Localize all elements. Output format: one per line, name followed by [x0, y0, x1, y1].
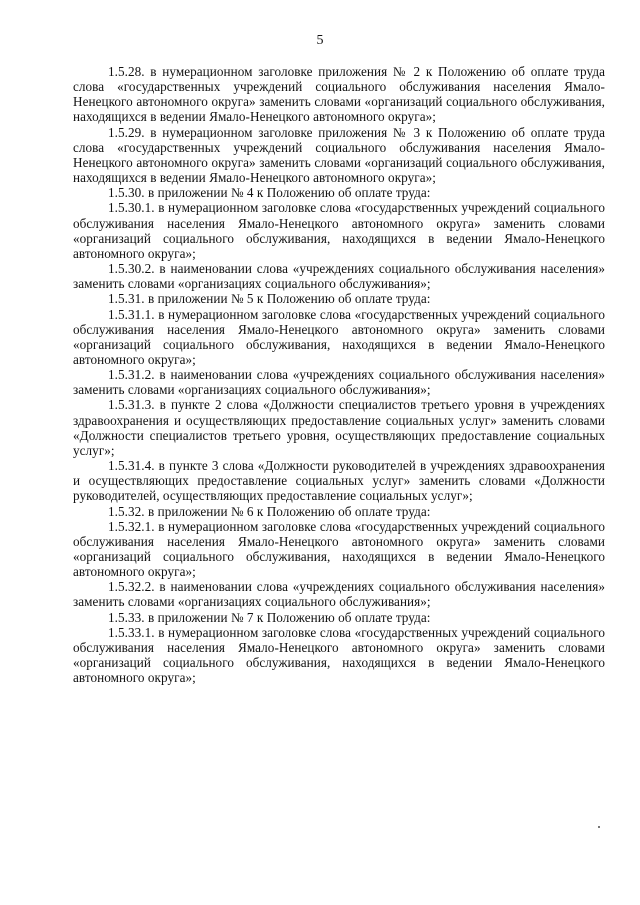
- paragraph-1-5-31-4: 1.5.31.4. в пункте 3 слова «Должности руководителей в учреждениях здравоохранения и осуществляющих предоставление социальных услуг» заменить словами «Должности руководителей, осуществляющих предоставление социальных услуг»;: [73, 458, 605, 504]
- paragraph-1-5-29: 1.5.29. в нумерационном заголовке приложения № 3 к Положению об оплате труда слова «государственных учреждений социального обслуживания населения Ямало-Ненецкого автономного округа» заменить словами «организаций социального обслуживания, находящихся в ведении Ямало-Ненецкого автономного округа»;: [73, 124, 605, 186]
- page-number: 5: [316, 33, 324, 48]
- paragraph-1-5-33: 1.5.33. в приложении № 7 к Положению об оплате труда:: [108, 609, 431, 625]
- paragraph-1-5-30-2: 1.5.30.2. в наименовании слова «учреждениях социального обслуживания населения» заменить словами «организациях социального обслуживания»;: [73, 261, 605, 292]
- paragraph-1-5-32-2: 1.5.32.2. в наименовании слова «учреждениях социального обслуживания населения» заменить словами «организациях социального обслуживания»;: [73, 579, 605, 610]
- paragraph-1-5-31-3: 1.5.31.3. в пункте 2 слова «Должности специалистов третьего уровня в учреждениях здравоохранения и осуществляющих предоставление социальных услуг» заменить словами «Должности специалистов третьего уровня, осуществляющих предоставление социальных услуг»;: [73, 397, 605, 458]
- document-body: [73, 64, 605, 685]
- paragraph-1-5-32-1: 1.5.32.1. в нумерационном заголовке слова «государственных учреждений социального обслуживания населения Ямало-Ненецкого автономного округа» заменить словами «организаций социального обслуживания, находящихся в ведении Ямало-Ненецкого автономного округа»;: [73, 518, 605, 580]
- paragraph-1-5-31-2: 1.5.31.2. в наименовании слова «учреждениях социального обслуживания населения» заменить словами «организациях социального обслуживания»;: [73, 367, 605, 398]
- paragraph-1-5-31: 1.5.31. в приложении № 5 к Положению об оплате труда:: [108, 291, 431, 307]
- paragraph-1-5-33-1: 1.5.33.1. в нумерационном заголовке слова «государственных учреждений социального обслуживания населения Ямало-Ненецкого автономного округа» заменить словами «организаций социального обслуживания, находящихся в ведении Ямало-Ненецкого автономного округа»;: [73, 624, 605, 686]
- scan-speck: [598, 826, 600, 828]
- paragraph-1-5-31-1: 1.5.31.1. в нумерационном заголовке слова «государственных учреждений социального обслуживания населения Ямало-Ненецкого автономного округа» заменить словами «организаций социального обслуживания, находящихся в ведении Ямало-Ненецкого автономного округа»;: [73, 306, 605, 367]
- paragraph-1-5-32: 1.5.32. в приложении № 6 к Положению об оплате труда:: [108, 503, 431, 519]
- paragraph-1-5-30: 1.5.30. в приложении № 4 к Положению об оплате труда:: [108, 185, 431, 201]
- paragraph-1-5-28: 1.5.28. в нумерационном заголовке приложения № 2 к Положению об оплате труда слова «государственных учреждений социального обслуживания населения Ямало-Ненецкого автономного округа» заменить словами «организаций социального обслуживания, находящихся в ведении Ямало-Ненецкого автономного округа»;: [73, 64, 605, 125]
- paragraph-1-5-30-1: 1.5.30.1. в нумерационном заголовке слова «государственных учреждений социального обслуживания населения Ямало-Ненецкого автономного округа» заменить словами «организаций социального обслуживания, находящихся в ведении Ямало-Ненецкого автономного округа»;: [73, 200, 605, 261]
